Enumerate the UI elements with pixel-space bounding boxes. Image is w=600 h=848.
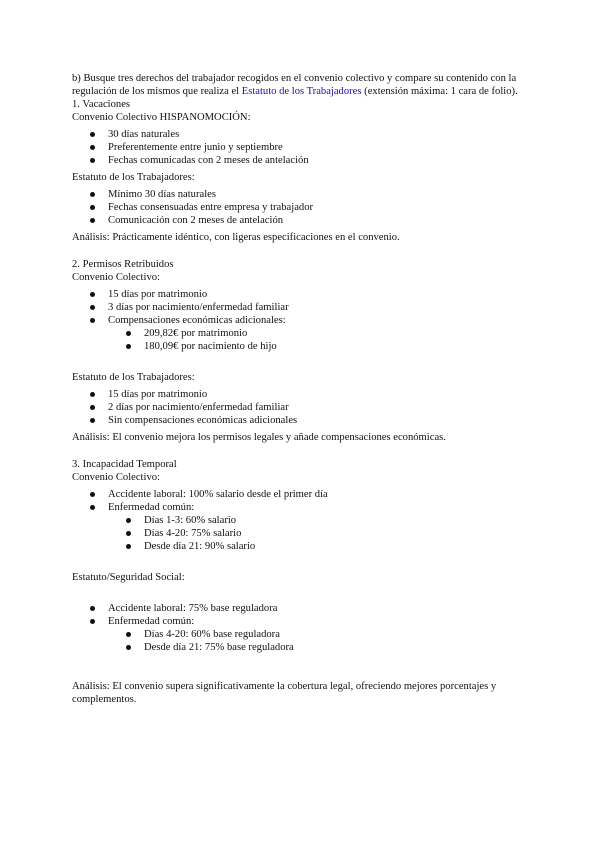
bullet-icon <box>90 619 95 624</box>
spacer <box>72 244 532 258</box>
intro-text-before: b) Busque tres derechos del trabajador recogidos en el convenio colectivo y compare su contenido con la regulación de los mismos que realiza el <box>72 73 517 97</box>
spacer <box>72 357 532 371</box>
list-item: 3 días por nacimiento/enfermedad familiar <box>72 301 532 314</box>
intro-text-after: (extensión máxima: 1 cara de folio). <box>361 86 518 97</box>
document-page <box>72 72 532 706</box>
bullet-icon <box>126 544 131 549</box>
section-2-convenio-sublist <box>108 327 532 353</box>
spacer <box>72 557 532 571</box>
bullet-icon <box>126 518 131 523</box>
section-1-analysis: Análisis: Prácticamente idéntico, con ligeras especificaciones en el convenio. <box>72 232 400 243</box>
list-item: 15 días por matrimonio <box>72 288 532 301</box>
list-item: Mínimo 30 días naturales <box>72 188 532 201</box>
list-item: Fechas comunicadas con 2 meses de antelación <box>72 154 532 167</box>
section-3-analysis: Análisis: El convenio supera significativamente la cobertura legal, ofreciendo mejores porcentajes y complementos. <box>72 681 497 705</box>
bullet-icon <box>90 492 95 497</box>
bullet-icon <box>90 218 95 223</box>
intro-paragraph <box>72 72 532 98</box>
bullet-icon <box>90 392 95 397</box>
list-item: 209,82€ por matrimonio <box>108 327 532 340</box>
section-2-analysis: Análisis: El convenio mejora los permisos legales y añade compensaciones económicas. <box>72 432 446 443</box>
list-item: 15 días por matrimonio <box>72 388 532 401</box>
bullet-icon <box>90 305 95 310</box>
section-2-convenio-label: Convenio Colectivo: <box>72 272 160 283</box>
list-item: Enfermedad común: Días 1-3: 60% salario Días 4-20: 75% salario Desde día 21: 90% salario <box>72 501 532 553</box>
bullet-icon <box>126 344 131 349</box>
list-item: Desde día 21: 75% base reguladora <box>108 641 532 654</box>
section-1-estatuto-label: Estatuto de los Trabajadores: <box>72 172 195 183</box>
bullet-icon <box>90 192 95 197</box>
section-2-heading: 2. Permisos Retribuidos <box>72 259 174 270</box>
bullet-icon <box>90 606 95 611</box>
list-item: Accidente laboral: 100% salario desde el primer día <box>72 488 532 501</box>
section-1-heading: 1. Vacaciones <box>72 99 131 110</box>
section-2-estatuto-label: Estatuto de los Trabajadores: <box>72 372 195 383</box>
bullet-icon <box>90 405 95 410</box>
spacer <box>72 658 532 680</box>
bullet-icon <box>90 292 95 297</box>
section-3-estatuto-list <box>72 602 532 654</box>
bullet-icon <box>90 145 95 150</box>
bullet-icon <box>90 205 95 210</box>
list-item: 180,09€ por nacimiento de hijo <box>108 340 532 353</box>
bullet-icon <box>126 632 131 637</box>
list-item: Días 1-3: 60% salario <box>108 514 532 527</box>
section-2-estatuto-list <box>72 388 532 427</box>
section-1-convenio-label: Convenio Colectivo HISPANOMOCIÓN: <box>72 112 251 123</box>
section-3-convenio-sublist <box>108 514 532 553</box>
list-item: Enfermedad común: Días 4-20: 60% base reguladora Desde día 21: 75% base reguladora <box>72 615 532 654</box>
estatuto-link[interactable]: Estatuto de los Trabajadores <box>241 86 362 97</box>
section-3-convenio-list <box>72 488 532 553</box>
bullet-icon <box>126 331 131 336</box>
section-3-heading: 3. Incapacidad Temporal <box>72 459 177 470</box>
list-item: Días 4-20: 60% base reguladora <box>108 628 532 641</box>
spacer <box>72 444 532 458</box>
bullet-icon <box>126 531 131 536</box>
list-item: Desde día 21: 90% salario <box>108 540 532 553</box>
bullet-icon <box>90 418 95 423</box>
list-item: Comunicación con 2 meses de antelación <box>72 214 532 227</box>
list-item: 2 días por nacimiento/enfermedad familiar <box>72 401 532 414</box>
section-3-convenio-label: Convenio Colectivo: <box>72 472 160 483</box>
bullet-icon <box>90 158 95 163</box>
bullet-icon <box>90 318 95 323</box>
section-1-convenio-list <box>72 128 532 167</box>
section-1-estatuto-list <box>72 188 532 227</box>
list-item: Días 4-20: 75% salario <box>108 527 532 540</box>
list-item: Sin compensaciones económicas adicionales <box>72 414 532 427</box>
bullet-icon <box>90 505 95 510</box>
bullet-icon <box>126 645 131 650</box>
spacer <box>72 584 532 598</box>
list-item: 30 días naturales <box>72 128 532 141</box>
section-3-estatuto-label: Estatuto/Seguridad Social: <box>72 572 185 583</box>
list-item: Preferentemente entre junio y septiembre <box>72 141 532 154</box>
bullet-icon <box>90 132 95 137</box>
section-2-convenio-list <box>72 288 532 353</box>
section-3-estatuto-sublist <box>108 628 532 654</box>
list-item: Compensaciones económicas adicionales: 209,82€ por matrimonio 180,09€ por nacimiento de hijo <box>72 314 532 353</box>
list-item: Fechas consensuadas entre empresa y trabajador <box>72 201 532 214</box>
list-item: Accidente laboral: 75% base reguladora <box>72 602 532 615</box>
